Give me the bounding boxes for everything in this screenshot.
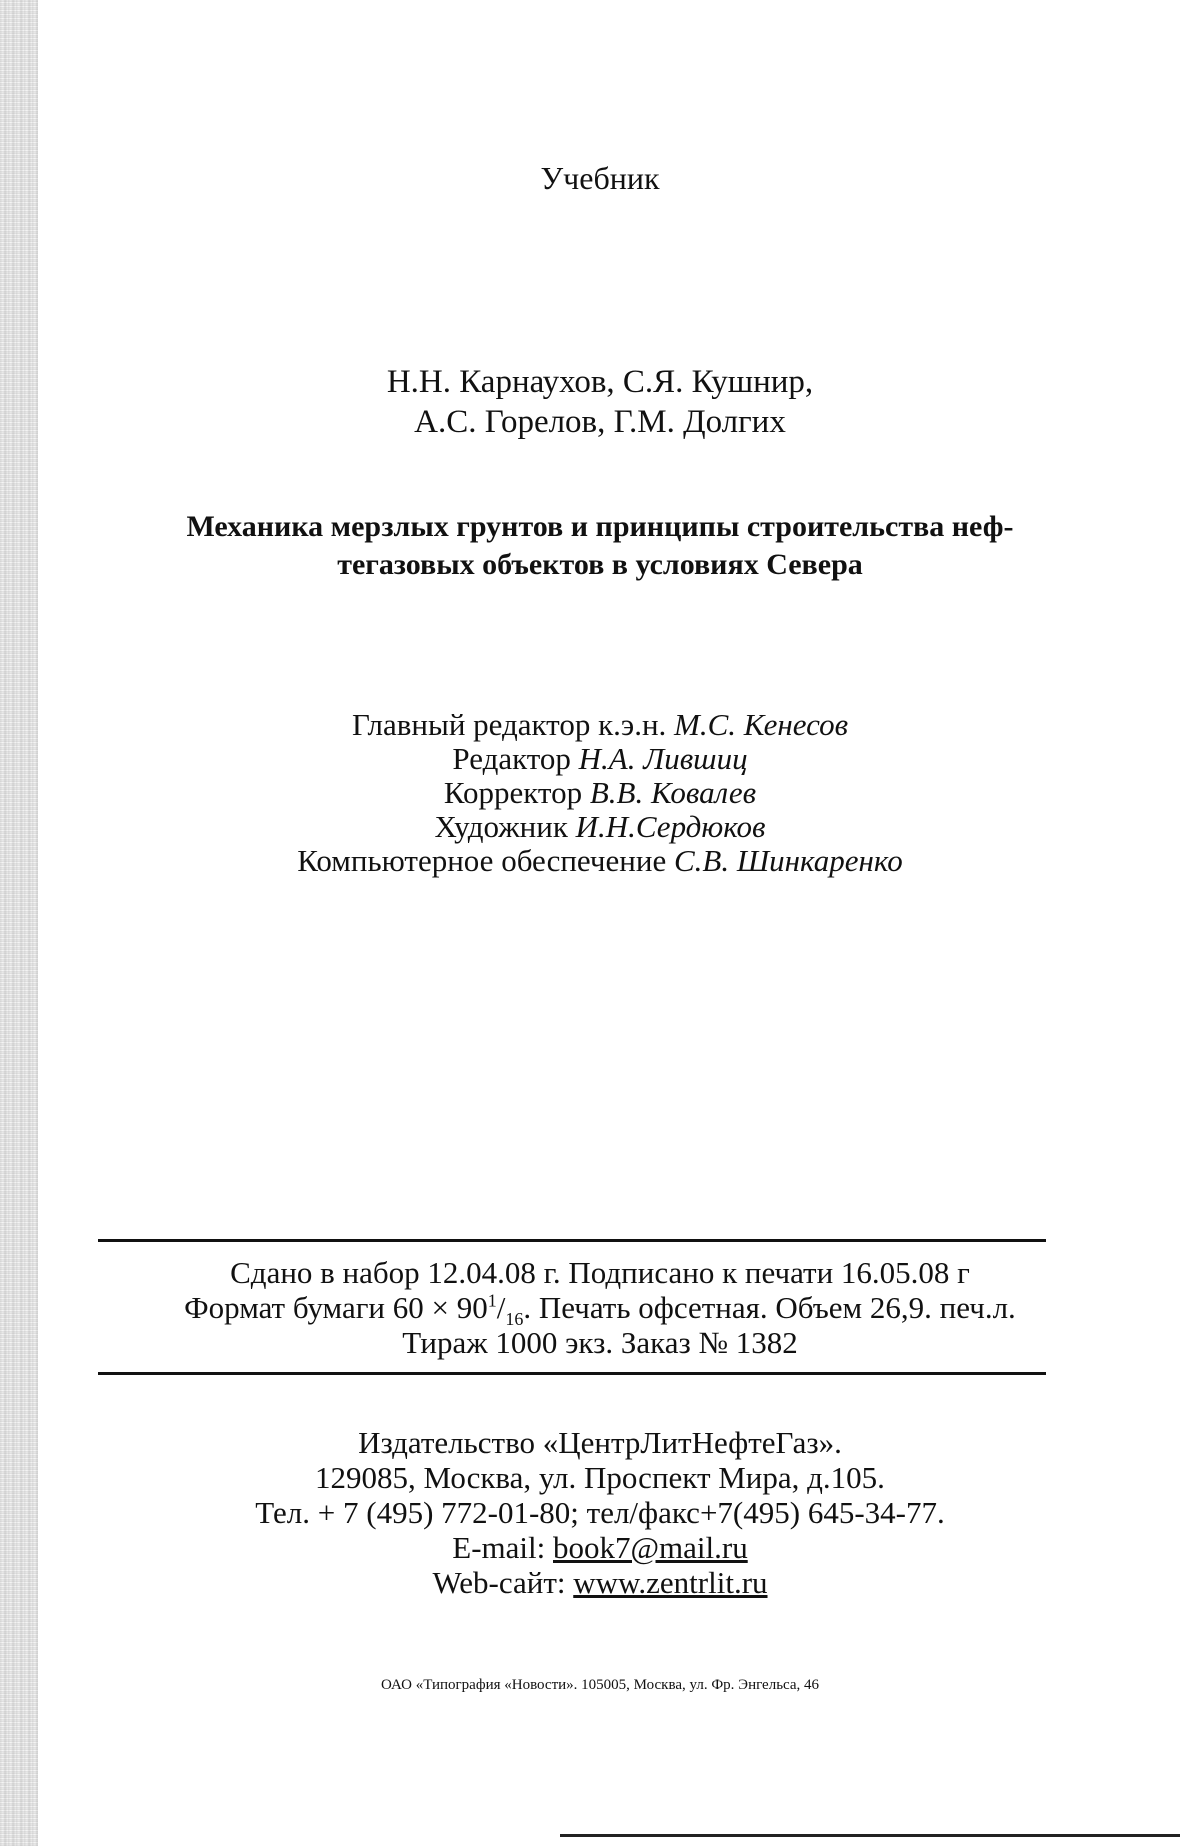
credit-role: Компьютерное обеспечение [297,843,667,878]
publisher-email-line [0,1530,1200,1565]
divider-top [98,1239,1046,1242]
credits-block [0,708,1200,878]
imprint-format [0,1290,1200,1330]
credit-role: Художник [434,809,568,844]
divider-bottom [98,1372,1046,1375]
book-title-line-1: Механика мерзлых грунтов и принципы строительства неф- [186,510,1014,543]
website-link[interactable]: www.zentrlit.ru [573,1565,768,1600]
imprint-circulation: Тираж 1000 экз. Заказ № 1382 [402,1325,798,1360]
credit-chief-editor [0,708,1200,742]
imprint-dates: Сдано в набор 12.04.08 г. Подписано к печати 16.05.08 г [230,1255,970,1290]
credit-computer-support [0,844,1200,878]
imprint-format-suffix: . Печать офсетная. Объем 26,9. печ.л. [523,1290,1016,1325]
credit-proofreader [0,776,1200,810]
imprint-format-prefix: Формат бумаги 60 × 90 [184,1290,488,1325]
email-label: E-mail: [452,1530,553,1565]
credit-role: Редактор [452,741,571,776]
credit-role: Главный редактор к.э.н. [351,707,667,742]
publisher-name: Издательство «ЦентрЛитНефтеГаз». [358,1425,842,1460]
publisher-block [0,1425,1200,1600]
credit-name: М.С. Кенесов [674,707,849,742]
credit-artist [0,810,1200,844]
credit-editor [0,742,1200,776]
email-link[interactable]: book7@mail.ru [553,1530,748,1565]
imprint-block [0,1255,1200,1360]
authors-block [0,362,1200,442]
book-title-line-2: тегазовых объектов в условиях Севера [337,548,863,581]
imprint-format-sup: 1 [487,1290,497,1311]
credit-role: Корректор [443,775,583,810]
publisher-phones: Тел. + 7 (495) 772-01-80; тел/факс+7(495) 645-34-77. [255,1495,945,1530]
imprint-format-sub: 16 [505,1309,524,1330]
credit-name: Н.А. Лившиц [578,741,748,776]
credit-name: С.В. Шинкаренко [673,843,903,878]
printer-info: ОАО «Типография «Новости». 105005, Москва, ул. Фр. Энгельса, 46 [380,1677,820,1693]
imprint-format-slash: / [496,1290,506,1325]
web-label: Web-сайт: [432,1565,574,1600]
page-bottom-line [560,1834,1180,1837]
publisher-web-line [0,1565,1200,1600]
book-genre: Учебник [540,160,660,196]
book-title [0,508,1200,584]
authors-line-1: Н.Н. Карнаухов, С.Я. Кушнир, [386,364,814,400]
publisher-address: 129085, Москва, ул. Проспект Мира, д.105. [315,1460,885,1495]
credit-name: В.В. Ковалев [589,775,757,810]
credit-name: И.Н.Сердюков [575,809,766,844]
authors-line-2: А.С. Горелов, Г.М. Долгих [414,404,786,440]
